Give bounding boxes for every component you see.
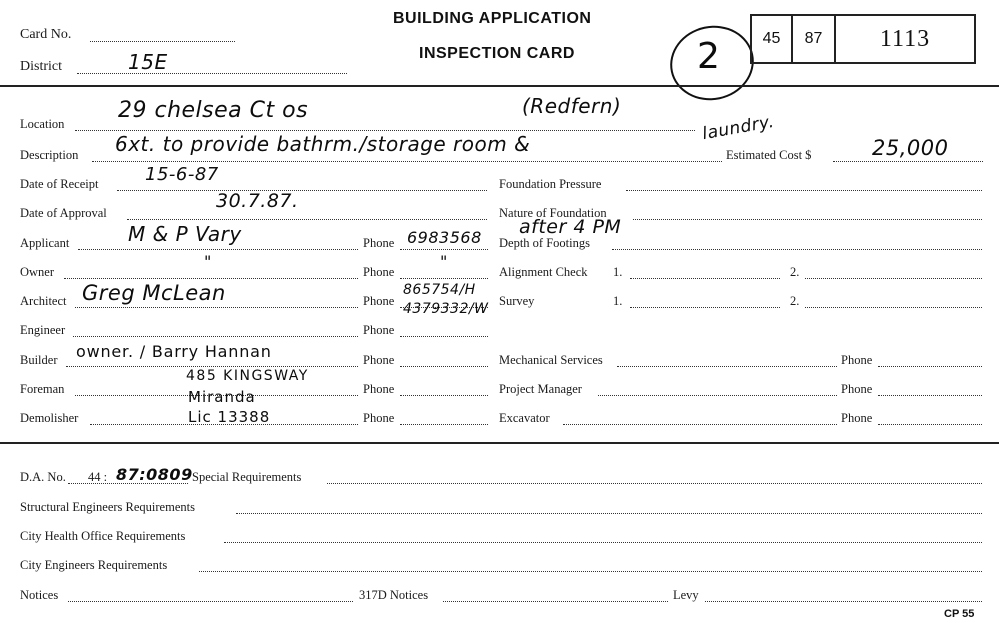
levy-field[interactable] — [705, 601, 982, 602]
notices-317d-label: 317D Notices — [359, 588, 429, 602]
architect-label: Architect — [20, 294, 67, 308]
architect-phone-label: Phone — [363, 294, 395, 308]
foundation-pressure-label: Foundation Pressure — [499, 177, 602, 191]
description-value: 6xt. to provide bathrm./storage room & — [115, 132, 531, 156]
owner-field[interactable] — [64, 278, 358, 279]
owner-phone-label: Phone — [363, 265, 395, 279]
project-manager-phone-field[interactable] — [878, 395, 982, 396]
notices-317d-field[interactable] — [443, 601, 668, 602]
levy-label: Levy — [673, 588, 699, 602]
project-manager-phone-label: Phone — [841, 382, 873, 396]
builder-label: Builder — [20, 353, 58, 367]
date-approval-value: 30.7.87. — [216, 190, 299, 212]
depth-footings-label: Depth of Footings — [499, 236, 590, 250]
excavator-phone-field[interactable] — [878, 424, 982, 425]
survey-field-1[interactable] — [630, 307, 780, 308]
foreman-label: Foreman — [20, 382, 65, 396]
estimated-cost-label: Estimated Cost $ — [726, 148, 812, 162]
estimated-cost-value: 25,000 — [872, 136, 949, 160]
date-approval-field[interactable] — [127, 219, 487, 220]
nature-foundation-field[interactable] — [633, 219, 982, 220]
description-continued: laundry. — [700, 111, 776, 145]
city-engineers-requirements-label: City Engineers Requirements — [20, 558, 168, 572]
engineer-label: Engineer — [20, 323, 66, 337]
applicant-value: M & P Vary — [128, 222, 242, 246]
form-title-line1: BUILDING APPLICATION — [393, 10, 592, 27]
owner-value: " — [204, 252, 212, 271]
builder-address: 485 KINGSWAY — [186, 368, 309, 384]
form-code: CP 55 — [944, 608, 975, 620]
depth-footings-field[interactable] — [612, 249, 982, 250]
owner-label: Owner — [20, 265, 55, 279]
card-number-box — [750, 14, 976, 64]
builder-value: owner. / Barry Hannan — [76, 342, 272, 361]
engineer-phone-label: Phone — [363, 323, 395, 337]
applicant-phone-field[interactable] — [400, 249, 488, 250]
foundation-pressure-field[interactable] — [626, 190, 982, 191]
mechanical-phone-field[interactable] — [878, 366, 982, 367]
engineer-field[interactable] — [73, 336, 358, 337]
applicant-phone-value: 6983568 — [407, 228, 482, 247]
special-requirements-label: Special Requirements — [192, 470, 302, 484]
builder-suburb: Miranda — [188, 388, 256, 406]
location-value: 29 chelsea Ct os — [118, 98, 309, 123]
survey-two: 2. — [790, 294, 800, 308]
card-number-cell-2: 87 — [793, 16, 836, 62]
architect-phone-value-2: 4379332/W — [403, 301, 489, 317]
notices-label: Notices — [20, 588, 59, 602]
special-requirements-field[interactable] — [327, 483, 982, 484]
architect-field[interactable] — [75, 307, 358, 308]
alignment-check-field-2[interactable] — [805, 278, 982, 279]
demolisher-phone-label: Phone — [363, 411, 395, 425]
excavator-field[interactable] — [563, 424, 837, 425]
builder-licence: Lic 13388 — [188, 408, 271, 426]
circled-mark: 2 — [697, 36, 721, 77]
alignment-check-two: 2. — [790, 265, 800, 279]
form-title-line2: INSPECTION CARD — [419, 45, 575, 62]
district-value: 15E — [128, 50, 168, 74]
engineer-phone-field[interactable] — [400, 336, 488, 337]
da-number-label: D.A. No. — [20, 470, 66, 484]
card-number-cell-1: 45 — [752, 16, 793, 62]
architect-phone-value: 865754/H — [403, 282, 476, 298]
date-approval-label: Date of Approval — [20, 206, 107, 220]
city-engineers-requirements-field[interactable] — [199, 571, 982, 572]
foreman-phone-label: Phone — [363, 382, 395, 396]
applicant-phone-label: Phone — [363, 236, 395, 250]
survey-one: 1. — [613, 294, 623, 308]
estimated-cost-field[interactable] — [833, 161, 983, 162]
da-number-prefix: 44 : — [88, 470, 108, 484]
district-label: District — [20, 59, 62, 74]
foreman-phone-field[interactable] — [400, 395, 488, 396]
alignment-check-field-1[interactable] — [630, 278, 780, 279]
location-field[interactable] — [75, 130, 695, 131]
date-receipt-label: Date of Receipt — [20, 177, 99, 191]
da-number-value: 87:0809 — [116, 465, 193, 484]
survey-field-2[interactable] — [805, 307, 982, 308]
card-no-field[interactable] — [90, 41, 235, 42]
health-requirements-field[interactable] — [224, 542, 982, 543]
card-no-label: Card No. — [20, 27, 72, 42]
project-manager-label: Project Manager — [499, 382, 582, 396]
divider-top — [0, 85, 999, 87]
mechanical-services-label: Mechanical Services — [499, 353, 603, 367]
demolisher-phone-field[interactable] — [400, 424, 488, 425]
nature-foundation-label: Nature of Foundation — [499, 206, 607, 220]
divider-middle — [0, 442, 999, 444]
structural-requirements-label: Structural Engineers Requirements — [20, 500, 195, 514]
mechanical-services-field[interactable] — [617, 366, 837, 367]
date-receipt-field[interactable] — [117, 190, 487, 191]
description-label: Description — [20, 148, 79, 162]
demolisher-label: Demolisher — [20, 411, 79, 425]
location-note: (Redfern) — [522, 94, 622, 118]
builder-phone-label: Phone — [363, 353, 395, 367]
alignment-check-one: 1. — [613, 265, 623, 279]
owner-phone-field[interactable] — [400, 278, 488, 279]
survey-label: Survey — [499, 294, 535, 308]
description-field[interactable] — [92, 161, 722, 162]
structural-requirements-field[interactable] — [236, 513, 982, 514]
location-label: Location — [20, 117, 65, 131]
health-requirements-label: City Health Office Requirements — [20, 529, 186, 543]
project-manager-field[interactable] — [598, 395, 837, 396]
applicant-phone-note: after 4 PM — [519, 216, 622, 238]
applicant-field[interactable] — [78, 249, 358, 250]
excavator-label: Excavator — [499, 411, 550, 425]
alignment-check-label: Alignment Check — [499, 265, 588, 279]
district-field[interactable] — [77, 73, 347, 74]
date-receipt-value: 15-6-87 — [145, 164, 219, 185]
excavator-phone-label: Phone — [841, 411, 873, 425]
notices-field[interactable] — [68, 601, 353, 602]
mechanical-phone-label: Phone — [841, 353, 873, 367]
architect-value: Greg McLean — [82, 281, 226, 305]
owner-phone-value: " — [440, 252, 448, 271]
card-number-main: 1113 — [879, 25, 931, 52]
builder-phone-field[interactable] — [400, 366, 488, 367]
applicant-label: Applicant — [20, 236, 70, 250]
builder-field[interactable] — [66, 366, 358, 367]
